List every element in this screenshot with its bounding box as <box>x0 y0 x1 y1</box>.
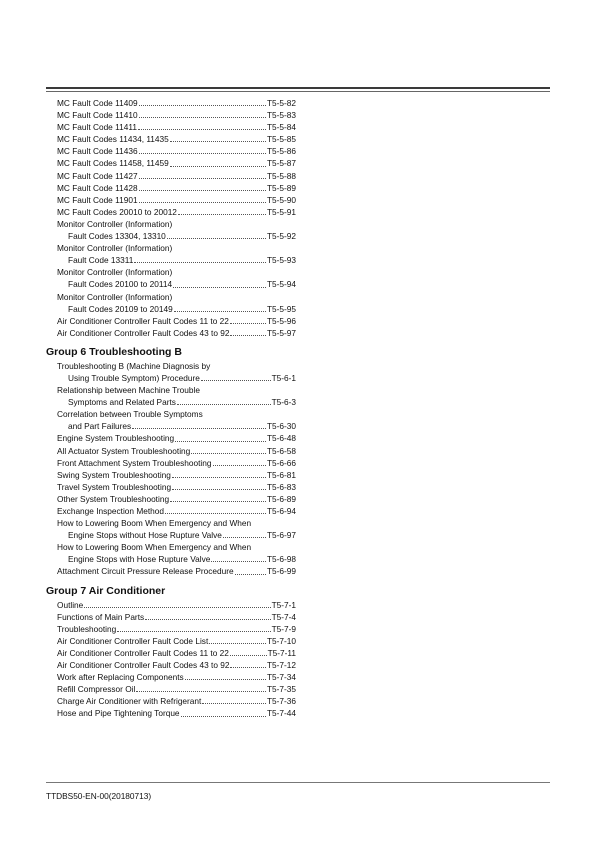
group-heading: Group 6 Troubleshooting B <box>46 345 182 358</box>
toc-leader-dots <box>139 153 266 154</box>
toc-entry[interactable] <box>46 469 296 481</box>
toc-page-number: T5-7-35 <box>266 684 296 695</box>
toc-page-number: T5-5-87 <box>266 158 296 169</box>
toc-entry[interactable] <box>46 599 296 611</box>
toc-entry-title: Exchange Inspection Method <box>57 506 165 516</box>
toc-entry[interactable] <box>46 145 296 157</box>
toc-entry-title: MC Fault Codes 11434, 11435 <box>57 134 169 145</box>
toc-page-number: T5-7-10 <box>266 635 296 646</box>
group-heading: Group 7 Air Conditioner <box>46 584 166 597</box>
toc-entry[interactable] <box>46 206 296 218</box>
toc-page-number: T5-5-91 <box>266 206 296 217</box>
toc-entry-title: How to Lowering Boom When Emergency and When <box>57 542 252 553</box>
toc-leader-dots <box>138 129 266 130</box>
toc-entry-title: Engine System Troubleshooting <box>57 433 175 444</box>
toc-page-number: T5-6-66 <box>266 457 296 468</box>
toc-entry-title: MC Fault Code 11411 <box>57 122 137 133</box>
document-code: TTDBS50-EN-00(20180713) <box>46 791 152 801</box>
toc-entry-title: Troubleshooting B (Machine Diagnosis by <box>57 360 211 371</box>
toc-entry-title: Fault Codes 20109 to 20149 <box>68 303 173 314</box>
toc-entry[interactable] <box>46 541 296 553</box>
toc-entry-title: Work after Replacing Components <box>57 672 184 683</box>
toc-entry-title: MC Fault Code 11410 <box>57 110 138 121</box>
toc-entry[interactable] <box>46 611 296 623</box>
toc-entry[interactable] <box>46 505 296 517</box>
toc-page-number: T5-5-88 <box>266 170 296 181</box>
toc-entry-title: Air Conditioner Controller Fault Code List <box>57 635 209 646</box>
toc-entry-title: MC Fault Code 11428 <box>57 182 138 193</box>
toc-page-number: T5-7-11 <box>267 647 296 658</box>
toc-entry-title: Fault Code 13311 <box>68 255 134 266</box>
toc-leader-dots <box>211 561 266 562</box>
toc-page-number: T5-6-89 <box>266 493 296 504</box>
toc-entry-title: Travel System Troubleshooting <box>57 481 172 492</box>
toc-leader-dots <box>139 190 266 191</box>
toc-entry[interactable] <box>46 291 296 303</box>
toc-leader-dots <box>174 311 266 312</box>
toc-page-number: T5-7-9 <box>271 623 296 634</box>
toc-entry[interactable] <box>46 396 296 408</box>
toc-entry-title: Attachment Circuit Pressure Release Procedure <box>57 566 234 577</box>
toc-entry[interactable] <box>46 565 296 577</box>
toc-page-number: T5-5-82 <box>266 98 296 108</box>
toc-entry[interactable] <box>46 242 296 254</box>
toc-leader-dots <box>181 716 266 717</box>
toc-page-number: T5-7-4 <box>271 611 296 622</box>
toc-entry[interactable] <box>46 194 296 206</box>
toc-entry[interactable] <box>46 121 296 133</box>
toc-entry-title: Hose and Pipe Tightening Torque <box>57 708 180 719</box>
toc-leader-dots <box>177 404 271 405</box>
toc-entry-title: Engine Stops without Hose Rupture Valve <box>68 530 222 541</box>
toc-leader-dots <box>230 655 267 656</box>
toc-page-number: T5-6-81 <box>266 469 296 480</box>
toc-entry[interactable] <box>46 97 296 109</box>
toc-leader-dots <box>173 287 266 288</box>
toc-leader-dots <box>170 166 266 167</box>
toc-entry-title: Troubleshooting <box>57 623 117 634</box>
toc-entry[interactable] <box>46 432 296 444</box>
toc-entry-title: Swing System Troubleshooting <box>57 469 171 480</box>
toc-entry-title: Air Conditioner Controller Fault Codes 43 to 92 <box>57 660 230 671</box>
toc-leader-dots <box>167 238 266 239</box>
toc-entry[interactable] <box>46 707 296 719</box>
toc-entry-title: and Part Failures <box>68 421 132 432</box>
toc-entry-title: Monitor Controller (Information) <box>57 267 173 278</box>
toc-entry[interactable] <box>46 517 296 529</box>
toc-leader-dots <box>136 691 266 692</box>
toc-entry[interactable] <box>46 695 296 707</box>
toc-leader-dots <box>230 323 266 324</box>
toc-entry[interactable] <box>46 384 296 396</box>
toc-entry[interactable] <box>46 360 296 372</box>
toc-page-number: T5-5-90 <box>266 194 296 205</box>
table-of-contents <box>46 97 296 720</box>
toc-leader-dots <box>201 380 271 381</box>
toc-entry[interactable] <box>46 170 296 182</box>
toc-page-number: T5-6-1 <box>271 372 296 383</box>
toc-entry-title: All Actuator System Troubleshooting <box>57 445 191 456</box>
toc-leader-dots <box>175 441 266 442</box>
header-rule-thick <box>46 87 550 89</box>
toc-entry-title: Air Conditioner Controller Fault Codes 11 to 22 <box>57 647 229 658</box>
toc-entry-title: MC Fault Code 11901 <box>57 194 138 205</box>
toc-entry[interactable] <box>46 218 296 230</box>
toc-leader-dots <box>117 631 270 632</box>
toc-page-number: T5-7-1 <box>271 599 296 610</box>
toc-entry[interactable] <box>46 647 296 659</box>
toc-entry[interactable] <box>46 493 296 505</box>
toc-entry[interactable] <box>46 408 296 420</box>
toc-page-number: T5-5-97 <box>266 327 296 338</box>
toc-leader-dots <box>185 679 266 680</box>
toc-page-number: T5-6-48 <box>266 433 296 444</box>
toc-entry[interactable] <box>46 254 296 266</box>
toc-page-number: T5-5-86 <box>266 146 296 157</box>
toc-entry[interactable] <box>46 445 296 457</box>
toc-leader-dots <box>134 262 266 263</box>
toc-leader-dots <box>132 428 266 429</box>
toc-entry-title: Correlation between Trouble Symptoms <box>57 409 203 420</box>
toc-entry-title: Monitor Controller (Information) <box>57 243 173 254</box>
toc-entry-title: Other System Troubleshooting <box>57 493 170 504</box>
toc-entry[interactable] <box>46 635 296 647</box>
toc-entry[interactable] <box>46 372 296 384</box>
toc-entry[interactable] <box>46 327 296 339</box>
toc-page-number: T5-6-94 <box>266 506 296 516</box>
toc-leader-dots <box>235 574 266 575</box>
toc-entry-title: Charge Air Conditioner with Refrigerant <box>57 696 202 707</box>
toc-page-number: T5-6-98 <box>266 554 296 565</box>
toc-page-number: T5-5-92 <box>266 231 296 242</box>
toc-entry-title: Monitor Controller (Information) <box>57 218 173 229</box>
toc-leader-dots <box>191 453 266 454</box>
toc-page-number: T5-5-85 <box>266 134 296 145</box>
toc-entry-title: Using Trouble Symptom) Procedure <box>68 372 200 383</box>
toc-page-number: T5-5-89 <box>266 182 296 193</box>
toc-leader-dots <box>170 501 266 502</box>
toc-leader-dots <box>139 178 266 179</box>
toc-entry-title: Air Conditioner Controller Fault Codes 11 to 22 <box>57 315 229 326</box>
toc-entry-title: Engine Stops with Hose Rupture Valve <box>68 554 211 565</box>
toc-entry[interactable] <box>46 303 296 315</box>
toc-leader-dots <box>230 667 265 668</box>
toc-entry-title: Functions of Main Parts <box>57 611 145 622</box>
toc-leader-dots <box>165 513 266 514</box>
toc-page-number: T5-6-99 <box>266 566 296 577</box>
toc-leader-dots <box>209 643 266 644</box>
toc-entry[interactable] <box>46 529 296 541</box>
toc-page-number: T5-5-95 <box>266 303 296 314</box>
toc-entry-title: Air Conditioner Controller Fault Codes 43 to 92 <box>57 327 230 338</box>
toc-leader-dots <box>139 117 266 118</box>
toc-entry-title: Symptoms and Related Parts <box>68 397 176 408</box>
toc-leader-dots <box>170 141 266 142</box>
toc-entry-title: Fault Codes 20100 to 20114 <box>68 279 173 290</box>
toc-page-number: T5-7-34 <box>266 672 296 683</box>
toc-entry-title: Front Attachment System Troubleshooting <box>57 457 212 468</box>
toc-page-number: T5-5-84 <box>266 122 296 133</box>
toc-entry[interactable] <box>46 315 296 327</box>
toc-leader-dots <box>223 537 266 538</box>
toc-leader-dots <box>139 105 266 106</box>
toc-entry[interactable] <box>46 457 296 469</box>
toc-entry-title: Fault Codes 13304, 13310 <box>68 231 166 242</box>
footer-rule <box>46 782 550 783</box>
toc-entry-title: Monitor Controller (Information) <box>57 291 173 302</box>
toc-entry[interactable] <box>46 133 296 145</box>
toc-leader-dots <box>213 465 266 466</box>
toc-entry-title: Outline <box>57 599 84 610</box>
toc-entry-title: Relationship between Machine Trouble <box>57 385 200 396</box>
toc-entry[interactable] <box>46 230 296 242</box>
toc-entry-title: MC Fault Codes 20010 to 20012 <box>57 206 177 217</box>
toc-entry[interactable] <box>46 683 296 695</box>
toc-page-number: T5-6-97 <box>266 530 296 541</box>
toc-leader-dots <box>84 607 270 608</box>
toc-page-number: T5-6-30 <box>266 421 296 432</box>
toc-entry[interactable] <box>46 553 296 565</box>
toc-entry-title: MC Fault Code 11436 <box>57 146 138 157</box>
toc-entry-title: Refill Compressor Oil <box>57 684 136 695</box>
toc-entry-title: MC Fault Code 11427 <box>57 170 138 181</box>
toc-page-number: T5-7-36 <box>266 696 296 707</box>
toc-leader-dots <box>172 489 266 490</box>
toc-page-number: T5-7-44 <box>266 708 296 719</box>
toc-entry[interactable] <box>46 671 296 683</box>
toc-entry[interactable] <box>46 420 296 432</box>
toc-entry[interactable] <box>46 157 296 169</box>
toc-entry-title: MC Fault Codes 11458, 11459 <box>57 158 169 169</box>
toc-page-number: T5-5-94 <box>266 279 296 290</box>
toc-leader-dots <box>178 214 266 215</box>
toc-page-number: T5-5-93 <box>266 255 296 266</box>
header-rule-thin <box>46 91 550 92</box>
toc-leader-dots <box>145 619 270 620</box>
toc-page-number: T5-5-83 <box>266 110 296 121</box>
toc-leader-dots <box>139 202 266 203</box>
toc-page-number: T5-6-58 <box>266 445 296 456</box>
toc-entry[interactable] <box>46 623 296 635</box>
toc-leader-dots <box>202 703 266 704</box>
toc-entry[interactable] <box>46 659 296 671</box>
toc-entry[interactable] <box>46 266 296 278</box>
toc-leader-dots <box>230 335 265 336</box>
toc-entry[interactable] <box>46 278 296 290</box>
toc-leader-dots <box>172 477 266 478</box>
toc-entry-title: How to Lowering Boom When Emergency and When <box>57 518 252 529</box>
toc-entry[interactable] <box>46 109 296 121</box>
toc-page-number: T5-6-3 <box>271 397 296 408</box>
toc-entry[interactable] <box>46 481 296 493</box>
toc-entry[interactable] <box>46 182 296 194</box>
toc-entry-title: MC Fault Code 11409 <box>57 98 138 108</box>
toc-page-number: T5-6-83 <box>266 481 296 492</box>
toc-page-number: T5-7-12 <box>266 660 296 671</box>
toc-page-number: T5-5-96 <box>266 315 296 326</box>
